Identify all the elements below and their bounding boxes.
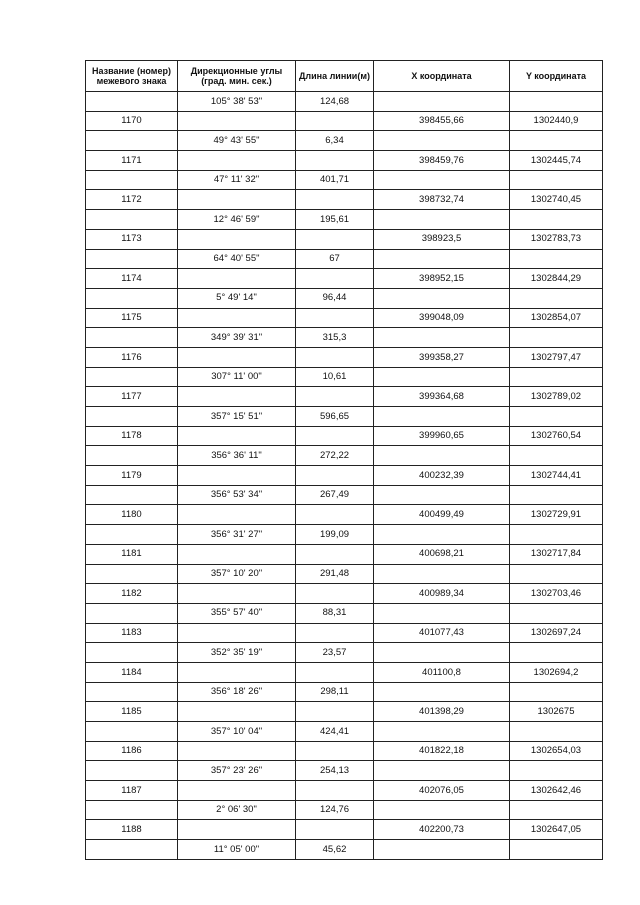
empty-cell [178, 190, 296, 210]
x-coordinate-cell: 398732,74 [374, 190, 510, 210]
empty-cell [178, 505, 296, 525]
empty-cell [374, 210, 510, 230]
table-row-segment [86, 407, 603, 427]
empty-cell [86, 682, 178, 702]
empty-cell [178, 662, 296, 682]
bearing-cell: 11° 05' 00" [178, 840, 296, 860]
empty-cell [86, 800, 178, 820]
empty-cell [178, 544, 296, 564]
y-coordinate-cell: 1302744,41 [510, 466, 603, 486]
empty-cell [296, 505, 374, 525]
empty-cell [178, 820, 296, 840]
table-row-segment [86, 367, 603, 387]
y-coordinate-cell: 1302760,54 [510, 426, 603, 446]
empty-cell [296, 269, 374, 289]
empty-cell [86, 131, 178, 151]
y-coordinate-cell: 1302854,07 [510, 308, 603, 328]
y-coordinate-cell: 1302654,03 [510, 741, 603, 761]
empty-cell [296, 584, 374, 604]
x-coordinate-cell: 401077,43 [374, 623, 510, 643]
mark-name-cell: 1172 [86, 190, 178, 210]
mark-name-cell: 1176 [86, 347, 178, 367]
empty-cell [374, 485, 510, 505]
empty-cell [296, 662, 374, 682]
x-coordinate-cell: 399364,68 [374, 387, 510, 407]
line-length-cell: 88,31 [296, 603, 374, 623]
empty-cell [296, 426, 374, 446]
table-row-point [86, 781, 603, 801]
empty-cell [178, 308, 296, 328]
empty-cell [178, 466, 296, 486]
empty-cell [374, 643, 510, 663]
empty-cell [86, 92, 178, 112]
table-row-point [86, 151, 603, 171]
y-coordinate-cell: 1302440,9 [510, 111, 603, 131]
line-length-cell: 96,44 [296, 288, 374, 308]
table-body [86, 92, 603, 860]
empty-cell [374, 603, 510, 623]
x-coordinate-cell: 399960,65 [374, 426, 510, 446]
empty-cell [178, 741, 296, 761]
table-row-segment [86, 800, 603, 820]
table-row-point [86, 347, 603, 367]
mark-name-cell: 1188 [86, 820, 178, 840]
x-coordinate-cell: 400989,34 [374, 584, 510, 604]
header-name: Название (номер) межевого знака [86, 61, 178, 92]
line-length-cell: 424,41 [296, 722, 374, 742]
empty-cell [510, 485, 603, 505]
empty-cell [374, 92, 510, 112]
mark-name-cell: 1170 [86, 111, 178, 131]
empty-cell [178, 151, 296, 171]
table-row-segment [86, 485, 603, 505]
empty-cell [374, 761, 510, 781]
y-coordinate-cell: 1302740,45 [510, 190, 603, 210]
header-x: X координата [374, 61, 510, 92]
bearing-cell: 307° 11' 00" [178, 367, 296, 387]
mark-name-cell: 1180 [86, 505, 178, 525]
table-row-point [86, 544, 603, 564]
y-coordinate-cell: 1302647,05 [510, 820, 603, 840]
line-length-cell: 315,3 [296, 328, 374, 348]
bearing-cell: 105° 38' 53" [178, 92, 296, 112]
table-row-segment [86, 170, 603, 190]
line-length-cell: 10,61 [296, 367, 374, 387]
empty-cell [510, 367, 603, 387]
line-length-cell: 45,62 [296, 840, 374, 860]
header-angle: Дирекционные углы (град. мин. сек.) [178, 61, 296, 92]
table-row-point [86, 111, 603, 131]
x-coordinate-cell: 401398,29 [374, 702, 510, 722]
bearing-cell: 356° 18' 26" [178, 682, 296, 702]
x-coordinate-cell: 398923,5 [374, 229, 510, 249]
y-coordinate-cell: 1302445,74 [510, 151, 603, 171]
table-row-point [86, 820, 603, 840]
x-coordinate-cell: 398952,15 [374, 269, 510, 289]
y-coordinate-cell: 1302642,46 [510, 781, 603, 801]
table-row-point [86, 584, 603, 604]
empty-cell [374, 288, 510, 308]
empty-cell [296, 190, 374, 210]
y-coordinate-cell: 1302844,29 [510, 269, 603, 289]
y-coordinate-cell: 1302697,24 [510, 623, 603, 643]
x-coordinate-cell: 400232,39 [374, 466, 510, 486]
empty-cell [86, 761, 178, 781]
bearing-cell: 356° 53' 34" [178, 485, 296, 505]
bearing-cell: 356° 31' 27" [178, 525, 296, 545]
empty-cell [374, 170, 510, 190]
empty-cell [374, 840, 510, 860]
table-row-segment [86, 328, 603, 348]
table-row-point [86, 229, 603, 249]
empty-cell [296, 229, 374, 249]
empty-cell [510, 288, 603, 308]
empty-cell [86, 525, 178, 545]
empty-cell [178, 347, 296, 367]
empty-cell [510, 800, 603, 820]
mark-name-cell: 1171 [86, 151, 178, 171]
table-row-point [86, 623, 603, 643]
mark-name-cell: 1184 [86, 662, 178, 682]
table-row-segment [86, 682, 603, 702]
table-row-segment [86, 840, 603, 860]
empty-cell [178, 623, 296, 643]
empty-cell [86, 367, 178, 387]
empty-cell [86, 722, 178, 742]
empty-cell [178, 426, 296, 446]
empty-cell [510, 682, 603, 702]
bearing-cell: 355° 57' 40" [178, 603, 296, 623]
table-row-segment [86, 603, 603, 623]
table-row-segment [86, 564, 603, 584]
table-row-segment [86, 92, 603, 112]
mark-name-cell: 1185 [86, 702, 178, 722]
table-row-segment [86, 722, 603, 742]
empty-cell [178, 702, 296, 722]
table-row-point [86, 741, 603, 761]
empty-cell [296, 151, 374, 171]
empty-cell [374, 682, 510, 702]
empty-cell [296, 544, 374, 564]
empty-cell [296, 702, 374, 722]
bearing-cell: 12° 46' 59" [178, 210, 296, 230]
x-coordinate-cell: 401100,8 [374, 662, 510, 682]
empty-cell [296, 308, 374, 328]
y-coordinate-cell: 1302797,47 [510, 347, 603, 367]
empty-cell [86, 564, 178, 584]
x-coordinate-cell: 402200,73 [374, 820, 510, 840]
empty-cell [374, 525, 510, 545]
empty-cell [86, 170, 178, 190]
line-length-cell: 298,11 [296, 682, 374, 702]
empty-cell [374, 131, 510, 151]
empty-cell [510, 525, 603, 545]
table-header [86, 61, 603, 92]
empty-cell [178, 781, 296, 801]
line-length-cell: 254,13 [296, 761, 374, 781]
y-coordinate-cell: 1302717,84 [510, 544, 603, 564]
table-row-point [86, 426, 603, 446]
line-length-cell: 596,65 [296, 407, 374, 427]
empty-cell [86, 328, 178, 348]
empty-cell [510, 328, 603, 348]
empty-cell [86, 446, 178, 466]
table-row-segment [86, 210, 603, 230]
y-coordinate-cell: 1302703,46 [510, 584, 603, 604]
x-coordinate-cell: 399048,09 [374, 308, 510, 328]
table-row-segment [86, 288, 603, 308]
empty-cell [178, 269, 296, 289]
empty-cell [296, 820, 374, 840]
x-coordinate-cell: 400698,21 [374, 544, 510, 564]
empty-cell [178, 584, 296, 604]
table-row-point [86, 702, 603, 722]
x-coordinate-cell: 399358,27 [374, 347, 510, 367]
table-row-point [86, 662, 603, 682]
empty-cell [296, 781, 374, 801]
header-length: Длина линии(м) [296, 61, 374, 92]
line-length-cell: 291,48 [296, 564, 374, 584]
x-coordinate-cell: 398459,76 [374, 151, 510, 171]
empty-cell [178, 111, 296, 131]
empty-cell [374, 407, 510, 427]
empty-cell [374, 722, 510, 742]
empty-cell [86, 485, 178, 505]
table-row-point [86, 269, 603, 289]
x-coordinate-cell: 400499,49 [374, 505, 510, 525]
line-length-cell: 199,09 [296, 525, 374, 545]
empty-cell [510, 643, 603, 663]
table-row-point [86, 190, 603, 210]
bearing-cell: 64° 40' 55" [178, 249, 296, 269]
empty-cell [510, 170, 603, 190]
empty-cell [510, 603, 603, 623]
mark-name-cell: 1177 [86, 387, 178, 407]
line-length-cell: 124,68 [296, 92, 374, 112]
empty-cell [296, 387, 374, 407]
empty-cell [296, 111, 374, 131]
bearing-cell: 49° 43' 55" [178, 131, 296, 151]
table-row-point [86, 308, 603, 328]
empty-cell [374, 800, 510, 820]
bearing-cell: 352° 35' 19" [178, 643, 296, 663]
bearing-cell: 349° 39' 31" [178, 328, 296, 348]
mark-name-cell: 1178 [86, 426, 178, 446]
table-row-point [86, 505, 603, 525]
bearing-cell: 5° 49' 14" [178, 288, 296, 308]
bearing-cell: 356° 36' 11" [178, 446, 296, 466]
empty-cell [374, 446, 510, 466]
empty-cell [178, 229, 296, 249]
x-coordinate-cell: 398455,66 [374, 111, 510, 131]
empty-cell [510, 722, 603, 742]
mark-name-cell: 1183 [86, 623, 178, 643]
empty-cell [296, 347, 374, 367]
header-row [86, 61, 603, 92]
line-length-cell: 23,57 [296, 643, 374, 663]
empty-cell [86, 643, 178, 663]
empty-cell [510, 840, 603, 860]
bearing-cell: 47° 11' 32" [178, 170, 296, 190]
table-row-point [86, 466, 603, 486]
mark-name-cell: 1174 [86, 269, 178, 289]
empty-cell [86, 407, 178, 427]
bearing-cell: 357° 15' 51" [178, 407, 296, 427]
empty-cell [296, 466, 374, 486]
mark-name-cell: 1182 [86, 584, 178, 604]
y-coordinate-cell: 1302729,91 [510, 505, 603, 525]
empty-cell [86, 249, 178, 269]
empty-cell [510, 210, 603, 230]
table-row-point [86, 387, 603, 407]
y-coordinate-cell: 1302789,02 [510, 387, 603, 407]
line-length-cell: 67 [296, 249, 374, 269]
mark-name-cell: 1173 [86, 229, 178, 249]
empty-cell [296, 741, 374, 761]
empty-cell [510, 407, 603, 427]
table-row-segment [86, 761, 603, 781]
empty-cell [178, 387, 296, 407]
header-y: Y координата [510, 61, 603, 92]
empty-cell [86, 288, 178, 308]
empty-cell [86, 603, 178, 623]
line-length-cell: 6,34 [296, 131, 374, 151]
x-coordinate-cell: 401822,18 [374, 741, 510, 761]
empty-cell [510, 92, 603, 112]
empty-cell [86, 840, 178, 860]
table-row-segment [86, 131, 603, 151]
table-row-segment [86, 525, 603, 545]
line-length-cell: 195,61 [296, 210, 374, 230]
boundary-coordinates-table [85, 60, 603, 860]
bearing-cell: 2° 06' 30" [178, 800, 296, 820]
table-row-segment [86, 446, 603, 466]
empty-cell [374, 249, 510, 269]
empty-cell [374, 367, 510, 387]
empty-cell [510, 761, 603, 781]
empty-cell [510, 446, 603, 466]
mark-name-cell: 1175 [86, 308, 178, 328]
mark-name-cell: 1181 [86, 544, 178, 564]
y-coordinate-cell: 1302694,2 [510, 662, 603, 682]
mark-name-cell: 1179 [86, 466, 178, 486]
line-length-cell: 267,49 [296, 485, 374, 505]
mark-name-cell: 1186 [86, 741, 178, 761]
empty-cell [296, 623, 374, 643]
empty-cell [510, 564, 603, 584]
empty-cell [374, 328, 510, 348]
bearing-cell: 357° 10' 04" [178, 722, 296, 742]
bearing-cell: 357° 23' 26" [178, 761, 296, 781]
line-length-cell: 401,71 [296, 170, 374, 190]
line-length-cell: 124,76 [296, 800, 374, 820]
y-coordinate-cell: 1302783,73 [510, 229, 603, 249]
mark-name-cell: 1187 [86, 781, 178, 801]
table-row-segment [86, 643, 603, 663]
empty-cell [86, 210, 178, 230]
table-row-segment [86, 249, 603, 269]
empty-cell [510, 249, 603, 269]
y-coordinate-cell: 1302675 [510, 702, 603, 722]
bearing-cell: 357° 10' 20" [178, 564, 296, 584]
x-coordinate-cell: 402076,05 [374, 781, 510, 801]
empty-cell [374, 564, 510, 584]
empty-cell [510, 131, 603, 151]
line-length-cell: 272,22 [296, 446, 374, 466]
